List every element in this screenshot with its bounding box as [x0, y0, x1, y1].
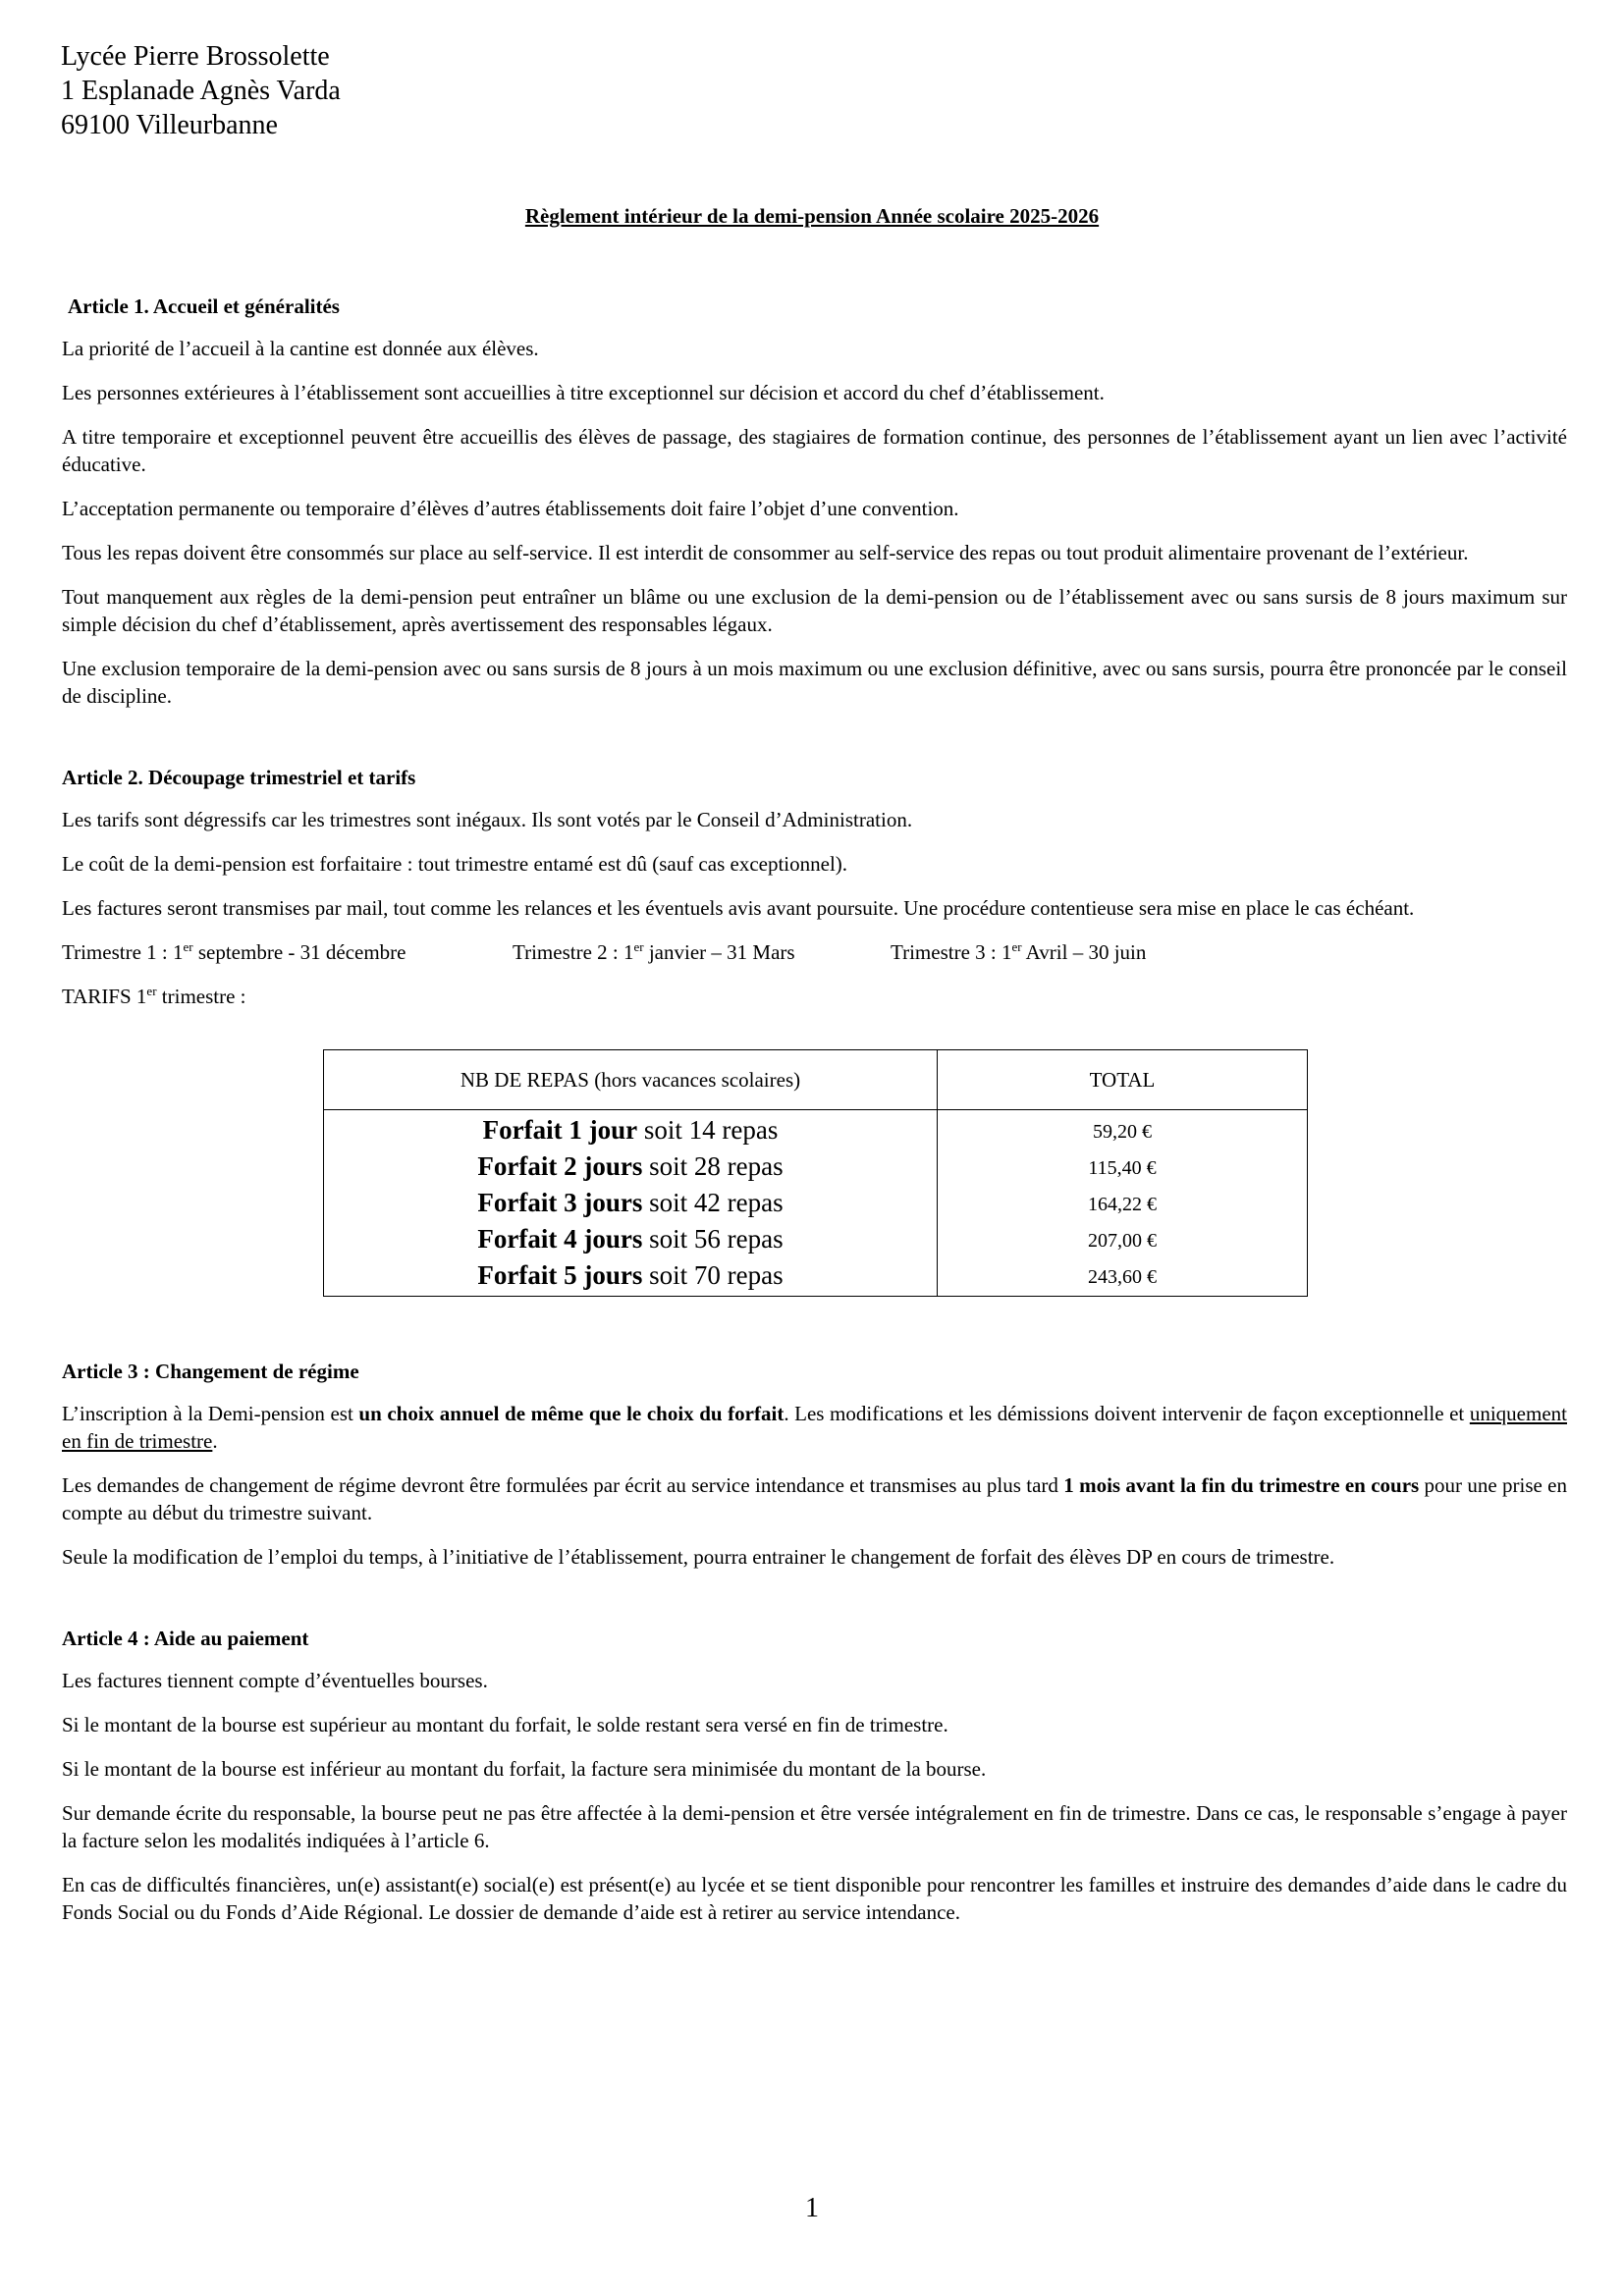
- total-1: 59,20 €: [1093, 1121, 1152, 1143]
- forfait-2: Forfait 2 jours soit 28 repas: [477, 1151, 784, 1181]
- forfait-5: Forfait 5 jours soit 70 repas: [477, 1260, 784, 1290]
- article-4-paragraph: Si le montant de la bourse est inférieur au montant du forfait, la facture sera minimisée du montant de la bourse.: [62, 1757, 987, 1781]
- tarifs-label: TARIFS 1er trimestre :: [62, 984, 246, 1008]
- total-column: [938, 1110, 1308, 1297]
- table-header-total: TOTAL: [938, 1050, 1308, 1110]
- forfait-3: Forfait 3 jours soit 42 repas: [477, 1188, 784, 1217]
- trimester-2: Trimestre 2 : 1er janvier – 31 Mars: [513, 939, 795, 964]
- total-4: 207,00 €: [1088, 1230, 1157, 1252]
- article-1-paragraph: Une exclusion temporaire de la demi-pension avec ou sans sursis de 8 jours à un mois maximum ou une exclusion définitive, avec ou sans sursis, pourra être prononcée par le conseil de discipline.: [62, 657, 1567, 708]
- article-3-paragraph: Les demandes de changement de régime devront être formulées par écrit au service intendance et transmises au plus tard 1 mois avant la fin du trimestre en cours pour une prise en compte au début du trimestre suivant.: [62, 1473, 1567, 1524]
- school-street: 1 Esplanade Agnès Varda: [61, 76, 341, 106]
- school-address: [61, 39, 341, 142]
- article-4-paragraph: Sur demande écrite du responsable, la bourse peut ne pas être affectée à la demi-pension et être versée intégralement en fin de trimestre. Dans ce cas, le responsable s’engage à payer la facture selon les modalités indiquées à l’article 6.: [62, 1801, 1567, 1852]
- article-2-paragraph: Les tarifs sont dégressifs car les trimestres sont inégaux. Ils sont votés par le Conseil d’Administration.: [62, 808, 913, 831]
- table-header-meals: NB DE REPAS (hors vacances scolaires): [324, 1050, 938, 1110]
- article-1-paragraph: Tout manquement aux règles de la demi-pension peut entraîner un blâme ou une exclusion de la demi-pension ou de l’établissement avec ou sans sursis de 8 jours maximum sur simple décision du chef d’établissement, après avertissement des responsables légaux.: [62, 585, 1567, 636]
- article-4-paragraph: En cas de difficultés financières, un(e) assistant(e) social(e) est présent(e) au lycée et se tient disponible pour rencontrer les familles et instruire des demandes d’aide dans le cadre du Fonds Social ou du Fonds d’Aide Régional. Le dossier de demande d’aide est à retirer au service intendance.: [62, 1873, 1567, 1924]
- article-1-paragraph: L’acceptation permanente ou temporaire d’élèves d’autres établissements doit faire l’objet d’une convention.: [62, 497, 959, 520]
- article-2-heading: Article 2. Découpage trimestriel et tarifs: [62, 766, 416, 789]
- article-1-heading: Article 1. Accueil et généralités: [68, 294, 340, 318]
- document-title: Règlement intérieur de la demi-pension Année scolaire 2025-2026: [524, 204, 1100, 228]
- article-1-paragraph: A titre temporaire et exceptionnel peuvent être accueillis des élèves de passage, des stagiaires de formation continue, des personnes de l’établissement ayant un lien avec l’activité éducative.: [62, 425, 1567, 476]
- article-4-paragraph: Les factures tiennent compte d’éventuelles bourses.: [62, 1669, 488, 1692]
- school-city: 69100 Villeurbanne: [61, 110, 278, 140]
- table-body-row: [324, 1110, 1308, 1297]
- article-4-heading: Article 4 : Aide au paiement: [62, 1627, 309, 1650]
- forfait-column: [324, 1110, 938, 1297]
- trimester-dates: [62, 938, 1567, 966]
- school-name: Lycée Pierre Brossolette: [61, 41, 330, 72]
- document-body: [62, 293, 1567, 1943]
- article-2-paragraph: Les factures seront transmises par mail, tout comme les relances et les éventuels avis avant poursuite. Une procédure contentieuse sera mise en place le cas échéant.: [62, 896, 1415, 920]
- article-1-paragraph: Les personnes extérieures à l’établissement sont accueillies à titre exceptionnel sur décision et accord du chef d’établissement.: [62, 381, 1105, 404]
- trimester-1: Trimestre 1 : 1er septembre - 31 décembre: [62, 939, 406, 964]
- article-1-paragraph: Tous les repas doivent être consommés sur place au self-service. Il est interdit de consommer au self-service des repas ou tout produit alimentaire provenant de l’extérieur.: [62, 541, 1469, 564]
- article-3-paragraph: L’inscription à la Demi-pension est un choix annuel de même que le choix du forfait. Les modifications et les démissions doivent intervenir de façon exceptionnelle et uniquement en fin de trimestre.: [62, 1402, 1567, 1453]
- total-3: 164,22 €: [1088, 1194, 1157, 1215]
- table-header-row: [324, 1050, 1308, 1110]
- total-2: 115,40 €: [1088, 1157, 1157, 1179]
- article-3-heading: Article 3 : Changement de régime: [62, 1360, 359, 1383]
- article-1-paragraph: La priorité de l’accueil à la cantine est donnée aux élèves.: [62, 337, 539, 360]
- total-5: 243,60 €: [1088, 1266, 1157, 1288]
- forfait-4: Forfait 4 jours soit 56 repas: [477, 1224, 784, 1254]
- tarifs-table: [323, 1049, 1308, 1297]
- article-2-paragraph: Le coût de la demi-pension est forfaitaire : tout trimestre entamé est dû (sauf cas exceptionnel).: [62, 852, 848, 876]
- article-4-paragraph: Si le montant de la bourse est supérieur au montant du forfait, le solde restant sera versé en fin de trimestre.: [62, 1713, 948, 1736]
- forfait-1: Forfait 1 jour soit 14 repas: [482, 1115, 779, 1145]
- page-number: 1: [805, 2193, 819, 2223]
- trimester-3: Trimestre 3 : 1er Avril – 30 juin: [891, 939, 1147, 964]
- article-3-paragraph: Seule la modification de l’emploi du temps, à l’initiative de l’établissement, pourra entrainer le changement de forfait des élèves DP en cours de trimestre.: [62, 1545, 1335, 1569]
